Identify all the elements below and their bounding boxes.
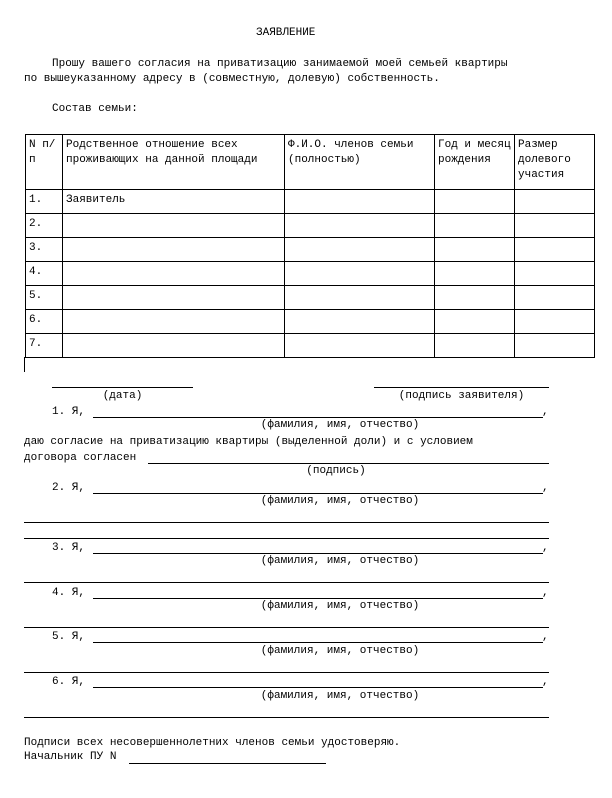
header-birth: Год и месяц рождения: [435, 135, 515, 190]
row-relation[interactable]: [63, 334, 285, 358]
row-share[interactable]: [515, 238, 595, 262]
consent-signature-caption: (подпись): [306, 465, 366, 477]
row-num: 6.: [26, 310, 63, 334]
person-5-fio-caption: (фамилия, имя, отчество): [260, 645, 420, 657]
person-6-extra-line[interactable]: [24, 717, 549, 718]
row-share[interactable]: [515, 190, 595, 214]
person-5-label: 5. Я,: [52, 631, 86, 643]
person-2-extra-line[interactable]: [24, 538, 549, 539]
certify-text: Подписи всех несовершеннолетних членов семьи удостоверяю.: [24, 737, 401, 749]
person-2-label: 2. Я,: [52, 482, 86, 494]
table-row: [26, 190, 595, 214]
header-fio: Ф.И.О. членов семьи (полностью): [285, 135, 435, 190]
person-6-comma: ,: [542, 676, 549, 688]
row-birth[interactable]: [435, 238, 515, 262]
chief-label: Начальник ПУ N: [24, 751, 117, 763]
row-fio[interactable]: [285, 262, 435, 286]
date-caption: (дата): [102, 390, 143, 402]
row-relation[interactable]: Заявитель: [63, 190, 285, 214]
row-birth[interactable]: [435, 334, 515, 358]
row-num: 7.: [26, 334, 63, 358]
person-4-fio-field[interactable]: [93, 598, 543, 599]
consent-signature-field[interactable]: [148, 463, 549, 464]
row-birth[interactable]: [435, 310, 515, 334]
row-birth[interactable]: [435, 286, 515, 310]
row-num: 1.: [26, 190, 63, 214]
row-fio[interactable]: [285, 238, 435, 262]
person-5-fio-field[interactable]: [93, 642, 543, 643]
header-relation: Родственное отношение всех проживающих на данной площади: [63, 135, 285, 190]
document-title: ЗАЯВЛЕНИЕ: [256, 27, 316, 39]
row-fio[interactable]: [285, 334, 435, 358]
person-5-comma: ,: [542, 631, 549, 643]
date-field[interactable]: [52, 387, 193, 388]
person-3-fio-field[interactable]: [93, 553, 543, 554]
intro-line-2: по вышеуказанному адресу в (совместную, долевую) собственность.: [24, 73, 440, 85]
consent-line-1: даю согласие на приватизацию квартиры (выделенной доли) и с условием: [24, 436, 473, 448]
person-2-fio-field[interactable]: [93, 493, 543, 494]
person-4-extra-line[interactable]: [24, 627, 549, 628]
row-relation[interactable]: [63, 262, 285, 286]
row-fio[interactable]: [285, 310, 435, 334]
person-4-fio-caption: (фамилия, имя, отчество): [260, 600, 420, 612]
table-row: [26, 310, 595, 334]
person-3-extra-line[interactable]: [24, 582, 549, 583]
table-row: [26, 334, 595, 358]
row-relation[interactable]: [63, 286, 285, 310]
person-3-label: 3. Я,: [52, 542, 86, 554]
header-share: Размер долевого участия: [515, 135, 595, 190]
row-birth[interactable]: [435, 262, 515, 286]
person-1-label: 1. Я,: [52, 406, 86, 418]
person-2-extra-line[interactable]: [24, 522, 549, 523]
row-fio[interactable]: [285, 214, 435, 238]
text-cursor: [24, 357, 25, 372]
person-6-fio-field[interactable]: [93, 687, 543, 688]
applicant-signature-field[interactable]: [374, 387, 549, 388]
row-birth[interactable]: [435, 190, 515, 214]
person-2-comma: ,: [542, 482, 549, 494]
header-num: N п/п: [26, 135, 63, 190]
table-row: [26, 214, 595, 238]
table-row: [26, 262, 595, 286]
row-share[interactable]: [515, 214, 595, 238]
person-1-fio-caption: (фамилия, имя, отчество): [260, 419, 420, 431]
row-num: 2.: [26, 214, 63, 238]
table-row: [26, 286, 595, 310]
person-6-label: 6. Я,: [52, 676, 86, 688]
intro-line-1: Прошу вашего согласия на приватизацию занимаемой моей семьей квартиры: [52, 58, 508, 70]
row-share[interactable]: [515, 286, 595, 310]
person-3-fio-caption: (фамилия, имя, отчество): [260, 555, 420, 567]
person-5-extra-line[interactable]: [24, 672, 549, 673]
row-share[interactable]: [515, 310, 595, 334]
row-num: 5.: [26, 286, 63, 310]
row-fio[interactable]: [285, 286, 435, 310]
row-fio[interactable]: [285, 190, 435, 214]
row-num: 3.: [26, 238, 63, 262]
table-header-row: [26, 135, 595, 190]
person-4-comma: ,: [542, 587, 549, 599]
row-relation[interactable]: [63, 238, 285, 262]
row-num: 4.: [26, 262, 63, 286]
row-relation[interactable]: [63, 214, 285, 238]
chief-number-field[interactable]: [129, 763, 326, 764]
person-1-comma: ,: [542, 406, 549, 418]
row-birth[interactable]: [435, 214, 515, 238]
person-2-fio-caption: (фамилия, имя, отчество): [260, 495, 420, 507]
row-share[interactable]: [515, 262, 595, 286]
table-row: [26, 238, 595, 262]
applicant-signature-caption: (подпись заявителя): [398, 390, 525, 402]
family-table: [25, 134, 595, 358]
person-6-fio-caption: (фамилия, имя, отчество): [260, 690, 420, 702]
person-1-fio-field[interactable]: [93, 417, 543, 418]
consent-line-2: договора согласен: [24, 452, 137, 464]
family-heading: Состав семьи:: [52, 103, 138, 115]
person-4-label: 4. Я,: [52, 587, 86, 599]
row-relation[interactable]: [63, 310, 285, 334]
row-share[interactable]: [515, 334, 595, 358]
person-3-comma: ,: [542, 542, 549, 554]
